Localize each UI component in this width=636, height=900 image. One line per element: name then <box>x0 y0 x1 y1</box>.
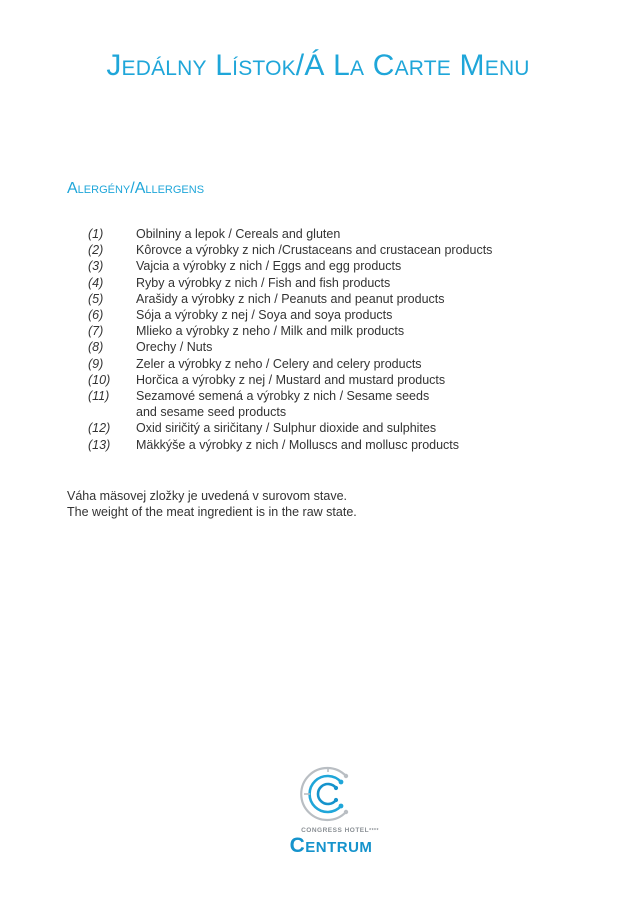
hotel-logo <box>270 764 390 864</box>
allergen-text: Ryby a výrobky z nich / Fish and fish products <box>136 275 391 290</box>
allergen-number: (11) <box>88 389 110 404</box>
weight-note <box>67 488 587 520</box>
allergen-number: (10) <box>88 372 111 387</box>
allergen-text: Zeler a výrobky z neho / Celery and celery products <box>136 356 422 371</box>
list-item <box>88 258 588 274</box>
allergen-text: Vajcia a výrobky z nich / Eggs and egg products <box>136 259 402 274</box>
logo-subtitle-text: CONGRESS HOTEL <box>301 827 370 834</box>
allergen-number: (1) <box>88 227 104 241</box>
weight-note-en: The weight of the meat ingredient is in the raw state. <box>67 505 357 520</box>
allergen-text: Sója a výrobky z nej / Soya and soya products <box>136 308 393 323</box>
list-item <box>88 275 588 291</box>
weight-note-sk: Váha mäsovej zložky je uvedená v surovom stave. <box>67 489 347 503</box>
allergen-number: (6) <box>88 308 104 323</box>
allergen-list <box>88 226 588 453</box>
page-title: Jedálny Lístok/Á La Carte Menu <box>106 49 530 82</box>
list-item <box>88 388 588 420</box>
allergen-number: (7) <box>88 324 104 339</box>
allergen-text: Kôrovce a výrobky z nich /Crustaceans and crustacean products <box>136 243 493 258</box>
allergen-text: Obilniny a lepok / Cereals and gluten <box>136 227 341 241</box>
allergen-text: Arašidy a výrobky z nich / Peanuts and peanut products <box>136 291 445 306</box>
allergen-text: Oxid siričitý a siričitany / Sulphur dioxide and sulphites <box>136 421 437 436</box>
list-item <box>88 226 588 242</box>
allergens-title: Alergény/Allergens <box>67 180 205 197</box>
allergen-text <box>136 388 588 420</box>
allergen-number: (2) <box>88 243 104 258</box>
allergen-number: (8) <box>88 340 104 355</box>
list-item <box>88 356 588 372</box>
allergen-text: Horčica a výrobky z nej / Mustard and mustard products <box>136 372 446 387</box>
list-item <box>88 372 588 388</box>
allergen-text: Mlieko a výrobky z neho / Milk and milk products <box>136 324 405 339</box>
allergen-text: Orechy / Nuts <box>136 340 213 355</box>
list-item <box>88 437 588 453</box>
allergen-number: (4) <box>88 275 104 290</box>
logo-stars: **** <box>369 828 379 834</box>
allergen-text-line1: Sezamové semená a výrobky z nich / Sesame seeds <box>136 389 430 404</box>
allergen-text: Mäkkýše a výrobky z nich / Molluscs and mollusc products <box>136 437 460 452</box>
list-item <box>88 323 588 339</box>
allergen-number: (12) <box>88 421 111 436</box>
list-item <box>88 420 588 436</box>
allergen-number: (13) <box>88 437 111 452</box>
list-item <box>88 307 588 323</box>
list-item <box>88 291 588 307</box>
logo-c-icon <box>298 764 358 824</box>
list-item <box>88 242 588 258</box>
allergen-text-line2: and sesame seed products <box>136 405 287 420</box>
list-item <box>88 339 588 355</box>
logo-name: Centrum <box>289 834 373 857</box>
allergen-number: (5) <box>88 291 104 306</box>
allergen-number: (3) <box>88 259 104 274</box>
allergen-number: (9) <box>88 356 104 371</box>
